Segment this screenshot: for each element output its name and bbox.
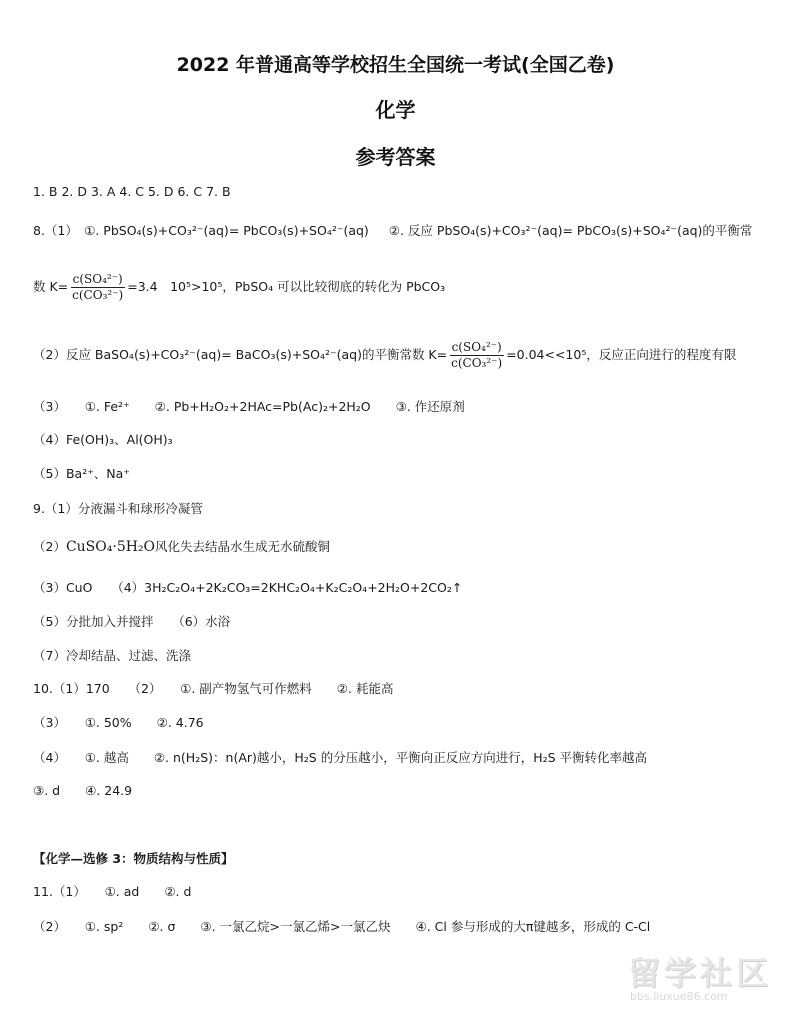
q8-part2-prefix: （2）反应 BaSO₄(s)+CO₃²⁻(aq)= BaCO₃(s)+SO₄²⁻(aq)的平衡常数 K= <box>33 347 448 362</box>
q9-part1: 9.（1）分液漏斗和球形冷凝管 <box>33 501 203 516</box>
q11-part1: 11.（1） ①. ad ②. d <box>33 884 192 899</box>
q9-part2-prefix: （2） <box>33 539 66 554</box>
q8-part4: （4）Fe(OH)₃、Al(OH)₃ <box>33 432 173 447</box>
q8-part5: （5）Ba²⁺、Na⁺ <box>33 466 130 481</box>
exam-title: 2022 年普通高等学校招生全国统一考试(全国乙卷) <box>176 54 615 76</box>
subject-title: 化学 <box>375 98 416 122</box>
equilibrium-fraction <box>70 272 125 303</box>
copper-sulfate-formula: CuSO₄·5H₂O <box>65 539 156 555</box>
q8-part1-a: 8.（1） ①. PbSO₄(s)+CO₃²⁻(aq)= PbCO₃(s)+SO₄²⁻(aq) <box>33 223 369 238</box>
equilibrium-fraction <box>449 340 504 371</box>
fraction-denominator: c(CO₃²⁻) <box>72 288 124 302</box>
q10-part4: （4） ①. 越高 ②. n(H₂S)：n(Ar)越小，H₂S 的分压越小，平衡向正反应方向进行，H₂S 平衡转化率越高 <box>33 750 648 765</box>
q8-part1-line <box>33 222 752 240</box>
fraction-numerator: c(SO₄²⁻) <box>451 340 502 354</box>
q9-part2-line <box>33 538 330 556</box>
watermark-logo <box>620 948 780 1008</box>
section-heading: 【化学—选修 3：物质结构与性质】 <box>33 851 234 866</box>
fraction-denominator: c(CO₃²⁻) <box>451 356 503 370</box>
q9-part7: （7）冷却结晶、过滤、洗涤 <box>33 648 191 663</box>
q10-part1-2: 10.（1）170 （2） ①. 副产物氢气可作燃料 ②. 耗能高 <box>33 681 394 696</box>
watermark-text: 留学社区 <box>628 954 773 992</box>
q8-k-suffix: =3.4 10⁵>10⁵，PbSO₄ 可以比较彻底的转化为 PbCO₃ <box>127 279 446 294</box>
answer-key-title: 参考答案 <box>355 145 436 169</box>
q8-part3: （3） ①. Fe²⁺ ②. Pb+H₂O₂+2HAc=Pb(Ac)₂+2H₂O ③. 作还原剂 <box>33 399 465 414</box>
q9-part5-6: （5）分批加入并搅拌 （6）水浴 <box>33 614 231 629</box>
q9-part3-4: （3）CuO （4）3H₂C₂O₄+2K₂CO₃=2KHC₂O₄+K₂C₂O₄+2H₂O+2CO₂↑ <box>33 580 463 595</box>
q8-part1-b: ②. 反应 PbSO₄(s)+CO₃²⁻(aq)= PbCO₃(s)+SO₄²⁻(aq)的平衡常 <box>388 223 753 238</box>
q9-part2-text: 风化失去结晶水生成无水硫酸铜 <box>155 539 331 554</box>
q8-part2-line <box>33 340 736 371</box>
q8-part2-suffix: =0.04<<10⁵，反应正向进行的程度有限 <box>506 347 737 362</box>
fraction-numerator: c(SO₄²⁻) <box>72 272 123 286</box>
q8-part1-k-line <box>33 272 445 303</box>
q10-part3: （3） ①. 50% ②. 4.76 <box>33 715 204 730</box>
q8-k-prefix: 数 K= <box>33 279 69 294</box>
watermark-url: bbs.liuxue86.com <box>630 990 728 1003</box>
q10-part4-cont: ③. d ④. 24.9 <box>33 783 133 798</box>
multiple-choice-answers: 1. B 2. D 3. A 4. C 5. D 6. C 7. B <box>33 184 231 199</box>
q11-part2: （2） ①. sp² ②. σ ③. 一氯乙烷>一氯乙烯>一氯乙炔 ④. Cl 参与形成的大π键越多，形成的 C-Cl <box>33 919 651 934</box>
